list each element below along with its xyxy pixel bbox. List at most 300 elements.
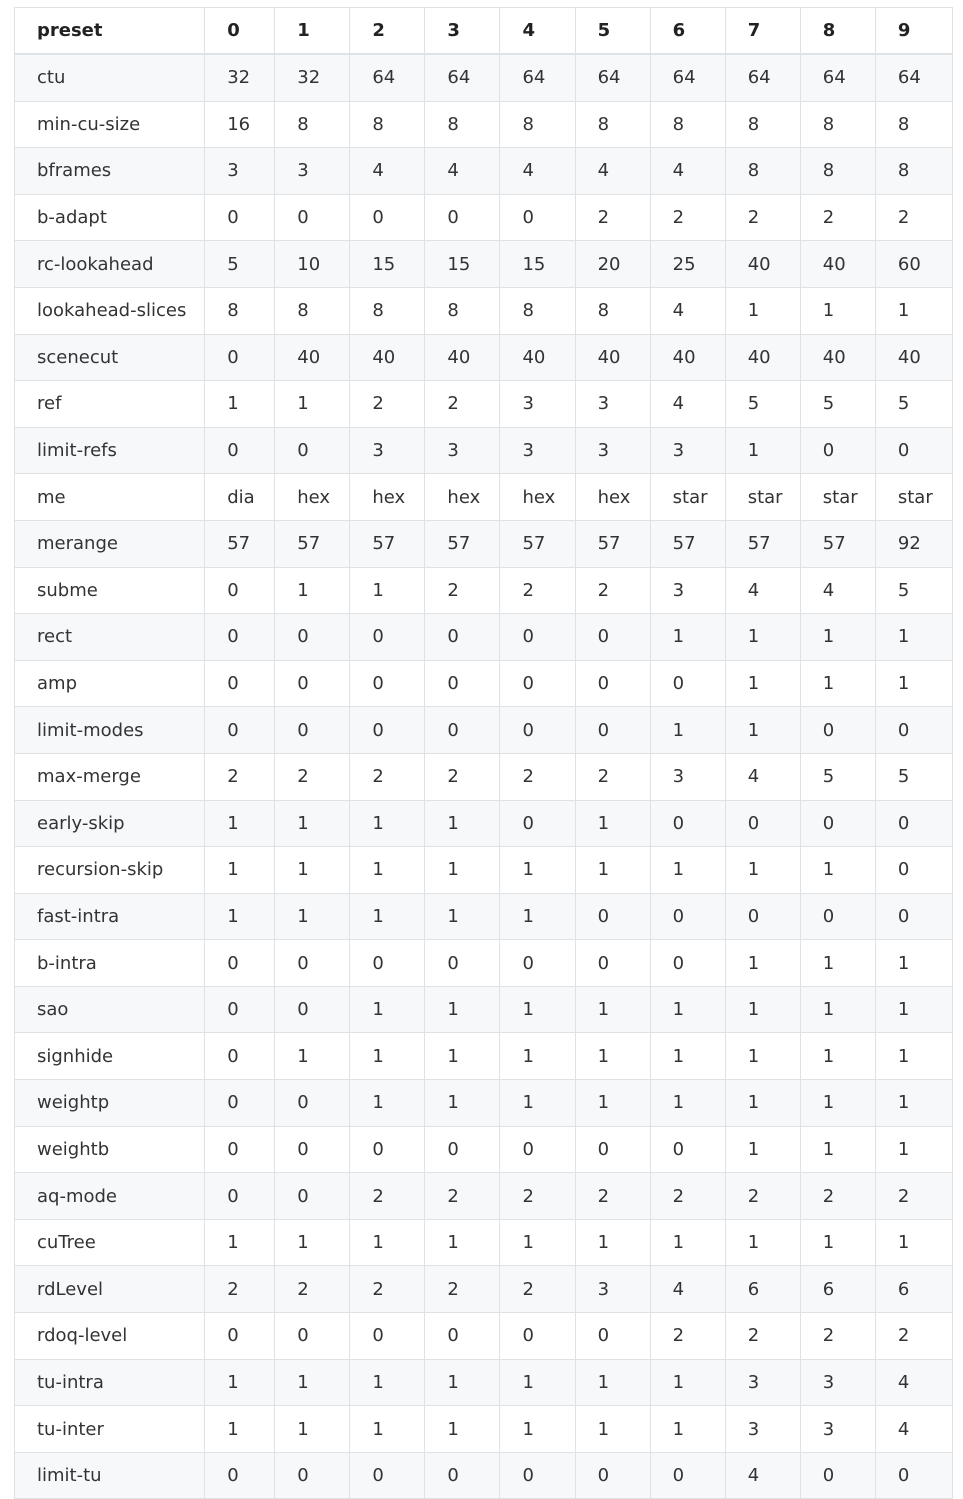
value-cell: 57 <box>350 520 425 567</box>
value-cell: 2 <box>500 753 575 800</box>
value-cell: 0 <box>575 940 650 987</box>
value-cell: 1 <box>725 986 800 1033</box>
option-name-cell: scenecut <box>15 334 205 381</box>
value-cell: 8 <box>800 148 875 195</box>
value-cell: 4 <box>725 753 800 800</box>
value-cell: 0 <box>875 707 952 754</box>
value-cell: 0 <box>350 1452 425 1499</box>
value-cell: 5 <box>725 381 800 428</box>
value-cell: 1 <box>425 1080 500 1127</box>
value-cell: 32 <box>275 54 350 101</box>
value-cell: 40 <box>575 334 650 381</box>
value-cell: 40 <box>875 334 952 381</box>
value-cell: 0 <box>205 1313 275 1360</box>
value-cell: 0 <box>425 614 500 661</box>
table-row <box>15 1080 953 1127</box>
table-row <box>15 986 953 1033</box>
value-cell: 1 <box>350 1080 425 1127</box>
value-cell: star <box>875 474 952 521</box>
option-name-cell: b-adapt <box>15 194 205 241</box>
table-row <box>15 1033 953 1080</box>
value-cell: 3 <box>725 1406 800 1453</box>
value-cell: 4 <box>650 148 725 195</box>
value-cell: 4 <box>650 1266 725 1313</box>
value-cell: 8 <box>425 287 500 334</box>
table-row <box>15 753 953 800</box>
value-cell: 1 <box>875 614 952 661</box>
value-cell: 0 <box>205 567 275 614</box>
value-cell: 1 <box>425 893 500 940</box>
value-cell: 8 <box>575 287 650 334</box>
value-cell: 0 <box>205 660 275 707</box>
value-cell: 0 <box>575 1126 650 1173</box>
value-cell: 2 <box>500 1266 575 1313</box>
value-cell: 57 <box>650 520 725 567</box>
value-cell: 0 <box>650 893 725 940</box>
value-cell: 1 <box>650 1033 725 1080</box>
value-cell: 0 <box>205 1080 275 1127</box>
value-cell: 8 <box>800 101 875 148</box>
option-name-cell: tu-inter <box>15 1406 205 1453</box>
value-cell: 0 <box>275 1313 350 1360</box>
table-row <box>15 660 953 707</box>
value-cell: 1 <box>500 847 575 894</box>
option-name-cell: limit-modes <box>15 707 205 754</box>
value-cell: 5 <box>205 241 275 288</box>
value-cell: 1 <box>275 567 350 614</box>
value-cell: 2 <box>425 753 500 800</box>
value-cell: 1 <box>875 986 952 1033</box>
value-cell: 1 <box>800 1033 875 1080</box>
value-cell: 1 <box>575 1219 650 1266</box>
value-cell: 2 <box>800 194 875 241</box>
option-name-cell: fast-intra <box>15 893 205 940</box>
value-cell: 8 <box>275 287 350 334</box>
value-cell: 1 <box>800 614 875 661</box>
value-cell: 0 <box>275 427 350 474</box>
value-cell: 8 <box>205 287 275 334</box>
value-cell: 0 <box>205 194 275 241</box>
option-name-cell: b-intra <box>15 940 205 987</box>
value-cell: 6 <box>800 1266 875 1313</box>
value-cell: 0 <box>350 660 425 707</box>
value-cell: 8 <box>650 101 725 148</box>
value-cell: 1 <box>725 614 800 661</box>
value-cell: 1 <box>650 614 725 661</box>
value-cell: 1 <box>800 1219 875 1266</box>
value-cell: 1 <box>275 1219 350 1266</box>
value-cell: 0 <box>275 940 350 987</box>
preset-options-table <box>14 7 953 1499</box>
value-cell: 0 <box>350 614 425 661</box>
value-cell: 1 <box>725 940 800 987</box>
value-cell: 1 <box>725 1080 800 1127</box>
value-cell: 2 <box>350 1173 425 1220</box>
value-cell: 0 <box>350 1126 425 1173</box>
option-name-cell: limit-tu <box>15 1452 205 1499</box>
value-cell: 0 <box>575 660 650 707</box>
value-cell: 0 <box>205 1173 275 1220</box>
value-cell: 2 <box>725 194 800 241</box>
value-cell: 15 <box>350 241 425 288</box>
value-cell: 1 <box>500 1406 575 1453</box>
table-body <box>15 54 953 1499</box>
header-cell-preset-5: 5 <box>575 8 650 55</box>
value-cell: 40 <box>425 334 500 381</box>
value-cell: 0 <box>575 1452 650 1499</box>
value-cell: 1 <box>275 1359 350 1406</box>
value-cell: 1 <box>205 1219 275 1266</box>
value-cell: 8 <box>500 101 575 148</box>
value-cell: 3 <box>575 427 650 474</box>
value-cell: 2 <box>425 381 500 428</box>
value-cell: 64 <box>875 54 952 101</box>
value-cell: 1 <box>500 986 575 1033</box>
value-cell: 1 <box>800 940 875 987</box>
value-cell: 0 <box>500 1452 575 1499</box>
value-cell: 2 <box>650 1173 725 1220</box>
value-cell: 64 <box>650 54 725 101</box>
value-cell: 0 <box>205 427 275 474</box>
header-cell-preset-9: 9 <box>875 8 952 55</box>
value-cell: 1 <box>425 1406 500 1453</box>
value-cell: 40 <box>800 334 875 381</box>
header-cell-preset-2: 2 <box>350 8 425 55</box>
value-cell: 0 <box>205 1452 275 1499</box>
value-cell: 1 <box>275 893 350 940</box>
value-cell: 0 <box>500 800 575 847</box>
option-name-cell: weightp <box>15 1080 205 1127</box>
value-cell: 57 <box>575 520 650 567</box>
value-cell: 2 <box>425 1173 500 1220</box>
value-cell: 4 <box>800 567 875 614</box>
value-cell: 0 <box>800 427 875 474</box>
table-row <box>15 148 953 195</box>
value-cell: 1 <box>725 660 800 707</box>
table-row <box>15 1313 953 1360</box>
value-cell: 3 <box>500 381 575 428</box>
header-cell-preset-3: 3 <box>425 8 500 55</box>
value-cell: 40 <box>500 334 575 381</box>
header-cell-preset-6: 6 <box>650 8 725 55</box>
value-cell: 1 <box>205 1406 275 1453</box>
value-cell: 1 <box>800 1126 875 1173</box>
value-cell: 57 <box>425 520 500 567</box>
value-cell: 8 <box>425 101 500 148</box>
header-cell-preset-1: 1 <box>275 8 350 55</box>
value-cell: 0 <box>275 194 350 241</box>
value-cell: 0 <box>500 1313 575 1360</box>
value-cell: 2 <box>575 567 650 614</box>
value-cell: 1 <box>425 1219 500 1266</box>
value-cell: 1 <box>575 1406 650 1453</box>
value-cell: 1 <box>575 1359 650 1406</box>
table-row <box>15 1173 953 1220</box>
value-cell: star <box>650 474 725 521</box>
value-cell: 0 <box>425 194 500 241</box>
value-cell: 0 <box>275 614 350 661</box>
value-cell: 4 <box>725 567 800 614</box>
table-row <box>15 427 953 474</box>
value-cell: 4 <box>875 1406 952 1453</box>
value-cell: 2 <box>575 753 650 800</box>
option-name-cell: rect <box>15 614 205 661</box>
value-cell: 1 <box>425 847 500 894</box>
value-cell: 1 <box>500 1033 575 1080</box>
table-row <box>15 474 953 521</box>
value-cell: 0 <box>275 1452 350 1499</box>
table-row <box>15 101 953 148</box>
value-cell: star <box>725 474 800 521</box>
table-row <box>15 567 953 614</box>
value-cell: 1 <box>500 1359 575 1406</box>
value-cell: 1 <box>205 1359 275 1406</box>
value-cell: 2 <box>875 194 952 241</box>
value-cell: 0 <box>725 800 800 847</box>
value-cell: 0 <box>875 427 952 474</box>
option-name-cell: tu-intra <box>15 1359 205 1406</box>
table-row <box>15 1406 953 1453</box>
value-cell: 0 <box>500 707 575 754</box>
value-cell: 3 <box>500 427 575 474</box>
option-name-cell: limit-refs <box>15 427 205 474</box>
value-cell: 0 <box>650 1126 725 1173</box>
value-cell: 1 <box>875 1033 952 1080</box>
value-cell: 57 <box>205 520 275 567</box>
value-cell: 1 <box>350 986 425 1033</box>
value-cell: 57 <box>275 520 350 567</box>
value-cell: 4 <box>650 381 725 428</box>
value-cell: 40 <box>650 334 725 381</box>
value-cell: 1 <box>725 1126 800 1173</box>
table-row <box>15 520 953 567</box>
header-cell-preset-7: 7 <box>725 8 800 55</box>
value-cell: 1 <box>725 847 800 894</box>
value-cell: 64 <box>800 54 875 101</box>
value-cell: 8 <box>875 148 952 195</box>
value-cell: 1 <box>205 893 275 940</box>
value-cell: 8 <box>875 101 952 148</box>
value-cell: 0 <box>575 1313 650 1360</box>
value-cell: 1 <box>500 1080 575 1127</box>
value-cell: 2 <box>650 194 725 241</box>
value-cell: 5 <box>875 381 952 428</box>
value-cell: 0 <box>650 940 725 987</box>
value-cell: 1 <box>350 1033 425 1080</box>
value-cell: 5 <box>875 567 952 614</box>
value-cell: 1 <box>425 1033 500 1080</box>
value-cell: 0 <box>275 986 350 1033</box>
table-row <box>15 334 953 381</box>
table-row <box>15 287 953 334</box>
header-cell-preset: preset <box>15 8 205 55</box>
value-cell: 1 <box>800 847 875 894</box>
value-cell: 0 <box>650 800 725 847</box>
value-cell: 2 <box>425 1266 500 1313</box>
value-cell: 1 <box>650 1080 725 1127</box>
value-cell: 1 <box>425 1359 500 1406</box>
value-cell: 1 <box>350 847 425 894</box>
value-cell: 5 <box>800 753 875 800</box>
value-cell: 1 <box>800 660 875 707</box>
value-cell: 8 <box>575 101 650 148</box>
option-name-cell: lookahead-slices <box>15 287 205 334</box>
option-name-cell: aq-mode <box>15 1173 205 1220</box>
value-cell: 15 <box>500 241 575 288</box>
value-cell: 2 <box>275 753 350 800</box>
option-name-cell: early-skip <box>15 800 205 847</box>
value-cell: 3 <box>275 148 350 195</box>
value-cell: hex <box>575 474 650 521</box>
header-row <box>15 8 953 55</box>
value-cell: 0 <box>800 893 875 940</box>
value-cell: 0 <box>205 707 275 754</box>
value-cell: 1 <box>205 847 275 894</box>
value-cell: 0 <box>875 893 952 940</box>
value-cell: 4 <box>875 1359 952 1406</box>
value-cell: 2 <box>575 1173 650 1220</box>
table-row <box>15 54 953 101</box>
table-row <box>15 381 953 428</box>
value-cell: 64 <box>500 54 575 101</box>
value-cell: 0 <box>205 334 275 381</box>
value-cell: 2 <box>205 1266 275 1313</box>
option-name-cell: max-merge <box>15 753 205 800</box>
option-name-cell: rdoq-level <box>15 1313 205 1360</box>
value-cell: 3 <box>350 427 425 474</box>
value-cell: 4 <box>350 148 425 195</box>
value-cell: star <box>800 474 875 521</box>
value-cell: 2 <box>500 567 575 614</box>
value-cell: 4 <box>425 148 500 195</box>
table-row <box>15 241 953 288</box>
header-cell-preset-4: 4 <box>500 8 575 55</box>
value-cell: 64 <box>725 54 800 101</box>
value-cell: 0 <box>350 940 425 987</box>
value-cell: 2 <box>875 1173 952 1220</box>
value-cell: 8 <box>275 101 350 148</box>
value-cell: 1 <box>575 1080 650 1127</box>
value-cell: 1 <box>575 1033 650 1080</box>
value-cell: 2 <box>575 194 650 241</box>
value-cell: 3 <box>575 1266 650 1313</box>
value-cell: 0 <box>205 940 275 987</box>
table-row <box>15 1126 953 1173</box>
value-cell: 8 <box>725 101 800 148</box>
value-cell: 3 <box>650 753 725 800</box>
value-cell: 2 <box>800 1173 875 1220</box>
value-cell: 0 <box>425 1126 500 1173</box>
table-row <box>15 800 953 847</box>
value-cell: 8 <box>725 148 800 195</box>
option-name-cell: ctu <box>15 54 205 101</box>
value-cell: hex <box>350 474 425 521</box>
value-cell: 4 <box>725 1452 800 1499</box>
table-row <box>15 1452 953 1499</box>
value-cell: 0 <box>575 707 650 754</box>
value-cell: 0 <box>425 660 500 707</box>
value-cell: 1 <box>650 1359 725 1406</box>
value-cell: 40 <box>275 334 350 381</box>
value-cell: 2 <box>500 1173 575 1220</box>
value-cell: 0 <box>500 940 575 987</box>
value-cell: 1 <box>425 986 500 1033</box>
value-cell: 1 <box>725 427 800 474</box>
table-row <box>15 940 953 987</box>
table-row <box>15 1219 953 1266</box>
value-cell: 0 <box>275 660 350 707</box>
value-cell: 1 <box>725 287 800 334</box>
option-name-cell: rdLevel <box>15 1266 205 1313</box>
value-cell: 0 <box>425 940 500 987</box>
value-cell: 1 <box>800 986 875 1033</box>
value-cell: 0 <box>800 1452 875 1499</box>
value-cell: 1 <box>875 1080 952 1127</box>
value-cell: 8 <box>350 101 425 148</box>
value-cell: 0 <box>275 1126 350 1173</box>
value-cell: 0 <box>575 614 650 661</box>
table-row <box>15 707 953 754</box>
value-cell: 0 <box>500 614 575 661</box>
value-cell: 0 <box>800 800 875 847</box>
value-cell: 0 <box>425 1313 500 1360</box>
value-cell: 0 <box>875 1452 952 1499</box>
value-cell: 40 <box>350 334 425 381</box>
value-cell: 1 <box>275 800 350 847</box>
value-cell: 1 <box>350 893 425 940</box>
value-cell: hex <box>425 474 500 521</box>
table-header <box>15 8 953 55</box>
value-cell: 0 <box>275 707 350 754</box>
value-cell: 1 <box>650 847 725 894</box>
option-name-cell: signhide <box>15 1033 205 1080</box>
value-cell: 1 <box>275 1406 350 1453</box>
value-cell: 4 <box>575 148 650 195</box>
option-name-cell: sao <box>15 986 205 1033</box>
value-cell: 0 <box>500 660 575 707</box>
value-cell: 8 <box>350 287 425 334</box>
value-cell: 32 <box>205 54 275 101</box>
value-cell: 1 <box>575 986 650 1033</box>
table-row <box>15 614 953 661</box>
value-cell: 1 <box>275 381 350 428</box>
value-cell: 1 <box>650 1406 725 1453</box>
value-cell: 0 <box>275 1173 350 1220</box>
value-cell: 1 <box>205 800 275 847</box>
value-cell: 2 <box>425 567 500 614</box>
value-cell: 20 <box>575 241 650 288</box>
value-cell: 10 <box>275 241 350 288</box>
value-cell: 0 <box>500 194 575 241</box>
value-cell: 0 <box>875 800 952 847</box>
value-cell: 2 <box>275 1266 350 1313</box>
value-cell: 4 <box>500 148 575 195</box>
value-cell: 2 <box>725 1313 800 1360</box>
value-cell: 3 <box>425 427 500 474</box>
option-name-cell: bframes <box>15 148 205 195</box>
table-row <box>15 893 953 940</box>
value-cell: 0 <box>275 1080 350 1127</box>
value-cell: 60 <box>875 241 952 288</box>
value-cell: hex <box>500 474 575 521</box>
value-cell: 3 <box>725 1359 800 1406</box>
value-cell: 5 <box>800 381 875 428</box>
value-cell: 0 <box>425 707 500 754</box>
value-cell: 0 <box>425 1452 500 1499</box>
value-cell: 57 <box>500 520 575 567</box>
value-cell: 5 <box>875 753 952 800</box>
value-cell: 1 <box>650 707 725 754</box>
